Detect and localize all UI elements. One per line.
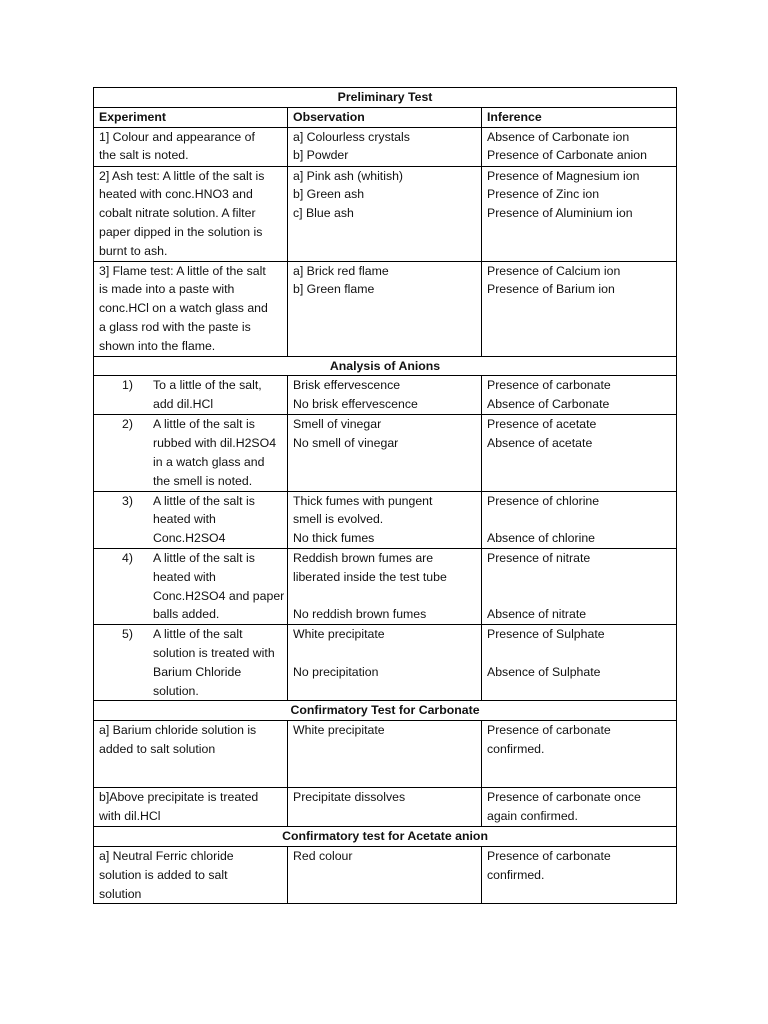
inference-cell-line xyxy=(487,568,671,587)
experiment-cell xyxy=(94,261,288,356)
observation-cell-line: No thick fumes xyxy=(293,531,375,546)
observation-cell-line: No brisk effervescence xyxy=(293,397,418,412)
observation-cell-line: No reddish brown fumes xyxy=(293,607,427,622)
observation-cell xyxy=(288,166,482,261)
table-row xyxy=(94,261,677,356)
experiment-cell xyxy=(94,415,288,491)
observation-cell xyxy=(288,261,482,356)
inference-cell-line: Absence of Carbonate xyxy=(487,397,610,412)
step-number: 3) xyxy=(122,493,133,508)
observation-cell xyxy=(288,548,482,624)
table-row xyxy=(94,788,677,827)
experiment-cell-line: a] Barium chloride solution is xyxy=(99,723,257,738)
table-row xyxy=(94,127,677,166)
inference-cell-line: Presence of carbonate xyxy=(487,378,611,393)
observation-cell-line: b] Powder xyxy=(293,148,349,163)
experiment-cell xyxy=(94,491,288,548)
inference-cell-line: Presence of Aluminium ion xyxy=(487,206,633,221)
observation-cell-line: liberated inside the test tube xyxy=(293,569,447,584)
inference-cell-line: Presence of acetate xyxy=(487,417,597,432)
experiment-cell xyxy=(94,846,288,903)
inference-cell xyxy=(482,491,677,548)
inference-cell xyxy=(482,625,677,701)
step-text-line: balls added. xyxy=(153,607,220,622)
experiment-cell-line: conc.HCl on a watch glass and xyxy=(99,301,268,316)
step-text-line: A little of the salt xyxy=(153,627,243,642)
step-number: 2) xyxy=(122,417,133,432)
step-text-line: in a watch glass and xyxy=(153,454,265,469)
inference-cell xyxy=(482,846,677,903)
observation-cell-line: a] Brick red flame xyxy=(293,263,389,278)
inference-cell-line: Presence of Calcium ion xyxy=(487,263,621,278)
observation-cell-line: White precipitate xyxy=(293,723,385,738)
inference-cell xyxy=(482,788,677,827)
experiment-cell xyxy=(94,625,288,701)
step-text-line: A little of the salt is xyxy=(153,417,255,432)
observation-cell-line: Red colour xyxy=(293,848,353,863)
observation-cell xyxy=(288,127,482,166)
chemistry-table-sheet xyxy=(93,87,676,904)
observation-cell xyxy=(288,846,482,903)
step-text xyxy=(153,625,282,700)
inference-cell-line: Presence of Sulphate xyxy=(487,627,605,642)
inference-cell xyxy=(482,548,677,624)
experiment-cell-line: cobalt nitrate solution. A filter xyxy=(99,206,256,221)
inference-cell-line: Absence of Carbonate ion xyxy=(487,129,630,144)
inference-cell-line: Presence of carbonate once xyxy=(487,790,641,805)
inference-cell-line: Presence of chlorine xyxy=(487,493,600,508)
preliminary-test-title: Preliminary Test xyxy=(94,88,677,108)
experiment-cell-line: a glass rod with the paste is xyxy=(99,319,251,334)
step-text-line: heated with xyxy=(153,569,216,584)
observation-cell-line xyxy=(293,587,476,606)
inference-cell xyxy=(482,721,677,788)
salt-analysis-table xyxy=(93,87,677,904)
observation-cell xyxy=(288,625,482,701)
step-text-line: solution. xyxy=(153,683,199,698)
experiment-cell xyxy=(94,127,288,166)
step-text xyxy=(153,549,284,624)
observation-cell-line: b] Green flame xyxy=(293,282,375,297)
experiment-cell-line: shown into the flame. xyxy=(99,338,216,353)
observation-cell-line: No precipitation xyxy=(293,664,379,679)
inference-cell-line: Absence of chlorine xyxy=(487,531,596,546)
confirmatory-acetate-row xyxy=(94,827,677,847)
inference-cell-line xyxy=(487,510,671,529)
experiment-cell-line: a] Neutral Ferric chloride xyxy=(99,848,234,863)
header-observation: Observation xyxy=(288,107,482,127)
observation-cell-line: Precipitate dissolves xyxy=(293,790,406,805)
step-text xyxy=(153,376,282,414)
experiment-cell xyxy=(94,548,288,624)
header-inference: Inference xyxy=(482,107,677,127)
experiment-cell-line: 1] Colour and appearance of xyxy=(99,129,255,144)
step-text-line: Barium Chloride xyxy=(153,664,242,679)
step-text-line: A little of the salt is xyxy=(153,550,255,565)
observation-cell-line: White precipitate xyxy=(293,627,385,642)
experiment-cell-line: b]Above precipitate is treated xyxy=(99,790,259,805)
table-row xyxy=(94,166,677,261)
step-text xyxy=(153,415,282,490)
observation-cell-line: c] Blue ash xyxy=(293,206,354,221)
inference-cell xyxy=(482,127,677,166)
step-text-line: Conc.H2SO4 and paper xyxy=(153,588,285,603)
inference-cell xyxy=(482,166,677,261)
inference-cell-line xyxy=(487,587,671,606)
inference-cell-line: Presence of nitrate xyxy=(487,550,591,565)
step-text-line: heated with xyxy=(153,512,216,527)
step-number: 1) xyxy=(122,378,133,393)
inference-cell-line: Presence of Carbonate anion xyxy=(487,148,647,163)
inference-cell-line: Presence of carbonate xyxy=(487,848,611,863)
step-text xyxy=(153,492,282,548)
experiment-cell-line: 3] Flame test: A little of the salt xyxy=(99,263,266,278)
inference-cell xyxy=(482,261,677,356)
experiment-cell xyxy=(94,721,288,788)
table-row xyxy=(94,846,677,903)
inference-cell xyxy=(482,415,677,491)
analysis-of-anions-row xyxy=(94,356,677,376)
confirmatory-carbonate-row xyxy=(94,701,677,721)
step-text-line: To a little of the salt, xyxy=(153,378,262,393)
table-row xyxy=(94,548,677,624)
table-row xyxy=(94,415,677,491)
experiment-cell-line: solution is added to salt xyxy=(99,867,228,882)
step-number: 5) xyxy=(122,627,133,642)
inference-cell-line: Absence of acetate xyxy=(487,436,593,451)
experiment-cell-line: the salt is noted. xyxy=(99,148,189,163)
experiment-cell xyxy=(94,788,288,827)
experiment-cell-line: solution xyxy=(99,886,142,901)
inference-cell xyxy=(482,376,677,415)
inference-cell-line: Presence of carbonate xyxy=(487,723,611,738)
experiment-cell xyxy=(94,166,288,261)
confirmatory-carbonate-title: Confirmatory Test for Carbonate xyxy=(94,701,677,721)
inference-cell-line: Absence of nitrate xyxy=(487,607,587,622)
observation-cell-line xyxy=(293,644,476,663)
observation-cell-line: Brisk effervescence xyxy=(293,378,401,393)
experiment-cell-line: added to salt solution xyxy=(99,741,216,756)
experiment-cell-line: paper dipped in the solution is xyxy=(99,224,263,239)
observation-cell xyxy=(288,721,482,788)
observation-cell-line: No smell of vinegar xyxy=(293,436,399,451)
header-experiment: Experiment xyxy=(94,107,288,127)
experiment-cell-line: burnt to ash. xyxy=(99,243,168,258)
experiment-cell-line xyxy=(99,759,282,778)
experiment-cell-line: is made into a paste with xyxy=(99,282,235,297)
observation-cell-line: Smell of vinegar xyxy=(293,417,382,432)
inference-cell-line: Presence of Magnesium ion xyxy=(487,168,640,183)
table-row xyxy=(94,376,677,415)
observation-cell-line: a] Pink ash (whitish) xyxy=(293,168,404,183)
observation-cell-line: Thick fumes with pungent xyxy=(293,493,433,508)
table-row xyxy=(94,721,677,788)
header-row xyxy=(94,107,677,127)
analysis-of-anions-title: Analysis of Anions xyxy=(94,356,677,376)
inference-cell-line: confirmed. xyxy=(487,867,545,882)
experiment-cell-line: 2] Ash test: A little of the salt is xyxy=(99,168,265,183)
observation-cell xyxy=(288,376,482,415)
step-number: 4) xyxy=(122,550,133,565)
experiment-cell xyxy=(94,376,288,415)
inference-cell-line: Absence of Sulphate xyxy=(487,664,601,679)
table-row xyxy=(94,625,677,701)
observation-cell xyxy=(288,788,482,827)
inference-cell-line: Presence of Barium ion xyxy=(487,282,615,297)
observation-cell-line: b] Green ash xyxy=(293,187,365,202)
observation-cell xyxy=(288,415,482,491)
step-text-line: add dil.HCl xyxy=(153,397,214,412)
step-text-line: Conc.H2SO4 xyxy=(153,531,226,546)
observation-cell-line: a] Colourless crystals xyxy=(293,129,410,144)
table-row xyxy=(94,491,677,548)
confirmatory-acetate-title: Confirmatory test for Acetate anion xyxy=(94,827,677,847)
observation-cell xyxy=(288,491,482,548)
step-text-line: A little of the salt is xyxy=(153,493,255,508)
inference-cell-line: Presence of Zinc ion xyxy=(487,187,600,202)
observation-cell-line: smell is evolved. xyxy=(293,512,384,527)
title-row xyxy=(94,88,677,108)
table-body xyxy=(94,88,677,904)
step-text-line: the smell is noted. xyxy=(153,473,253,488)
inference-cell-line: confirmed. xyxy=(487,741,545,756)
step-text-line: solution is treated with xyxy=(153,645,275,660)
inference-cell-line: again confirmed. xyxy=(487,808,578,823)
inference-cell-line xyxy=(487,644,671,663)
observation-cell-line: Reddish brown fumes are xyxy=(293,550,434,565)
experiment-cell-line: heated with conc.HNO3 and xyxy=(99,187,253,202)
step-text-line: rubbed with dil.H2SO4 xyxy=(153,436,277,451)
experiment-cell-line: with dil.HCl xyxy=(99,808,161,823)
